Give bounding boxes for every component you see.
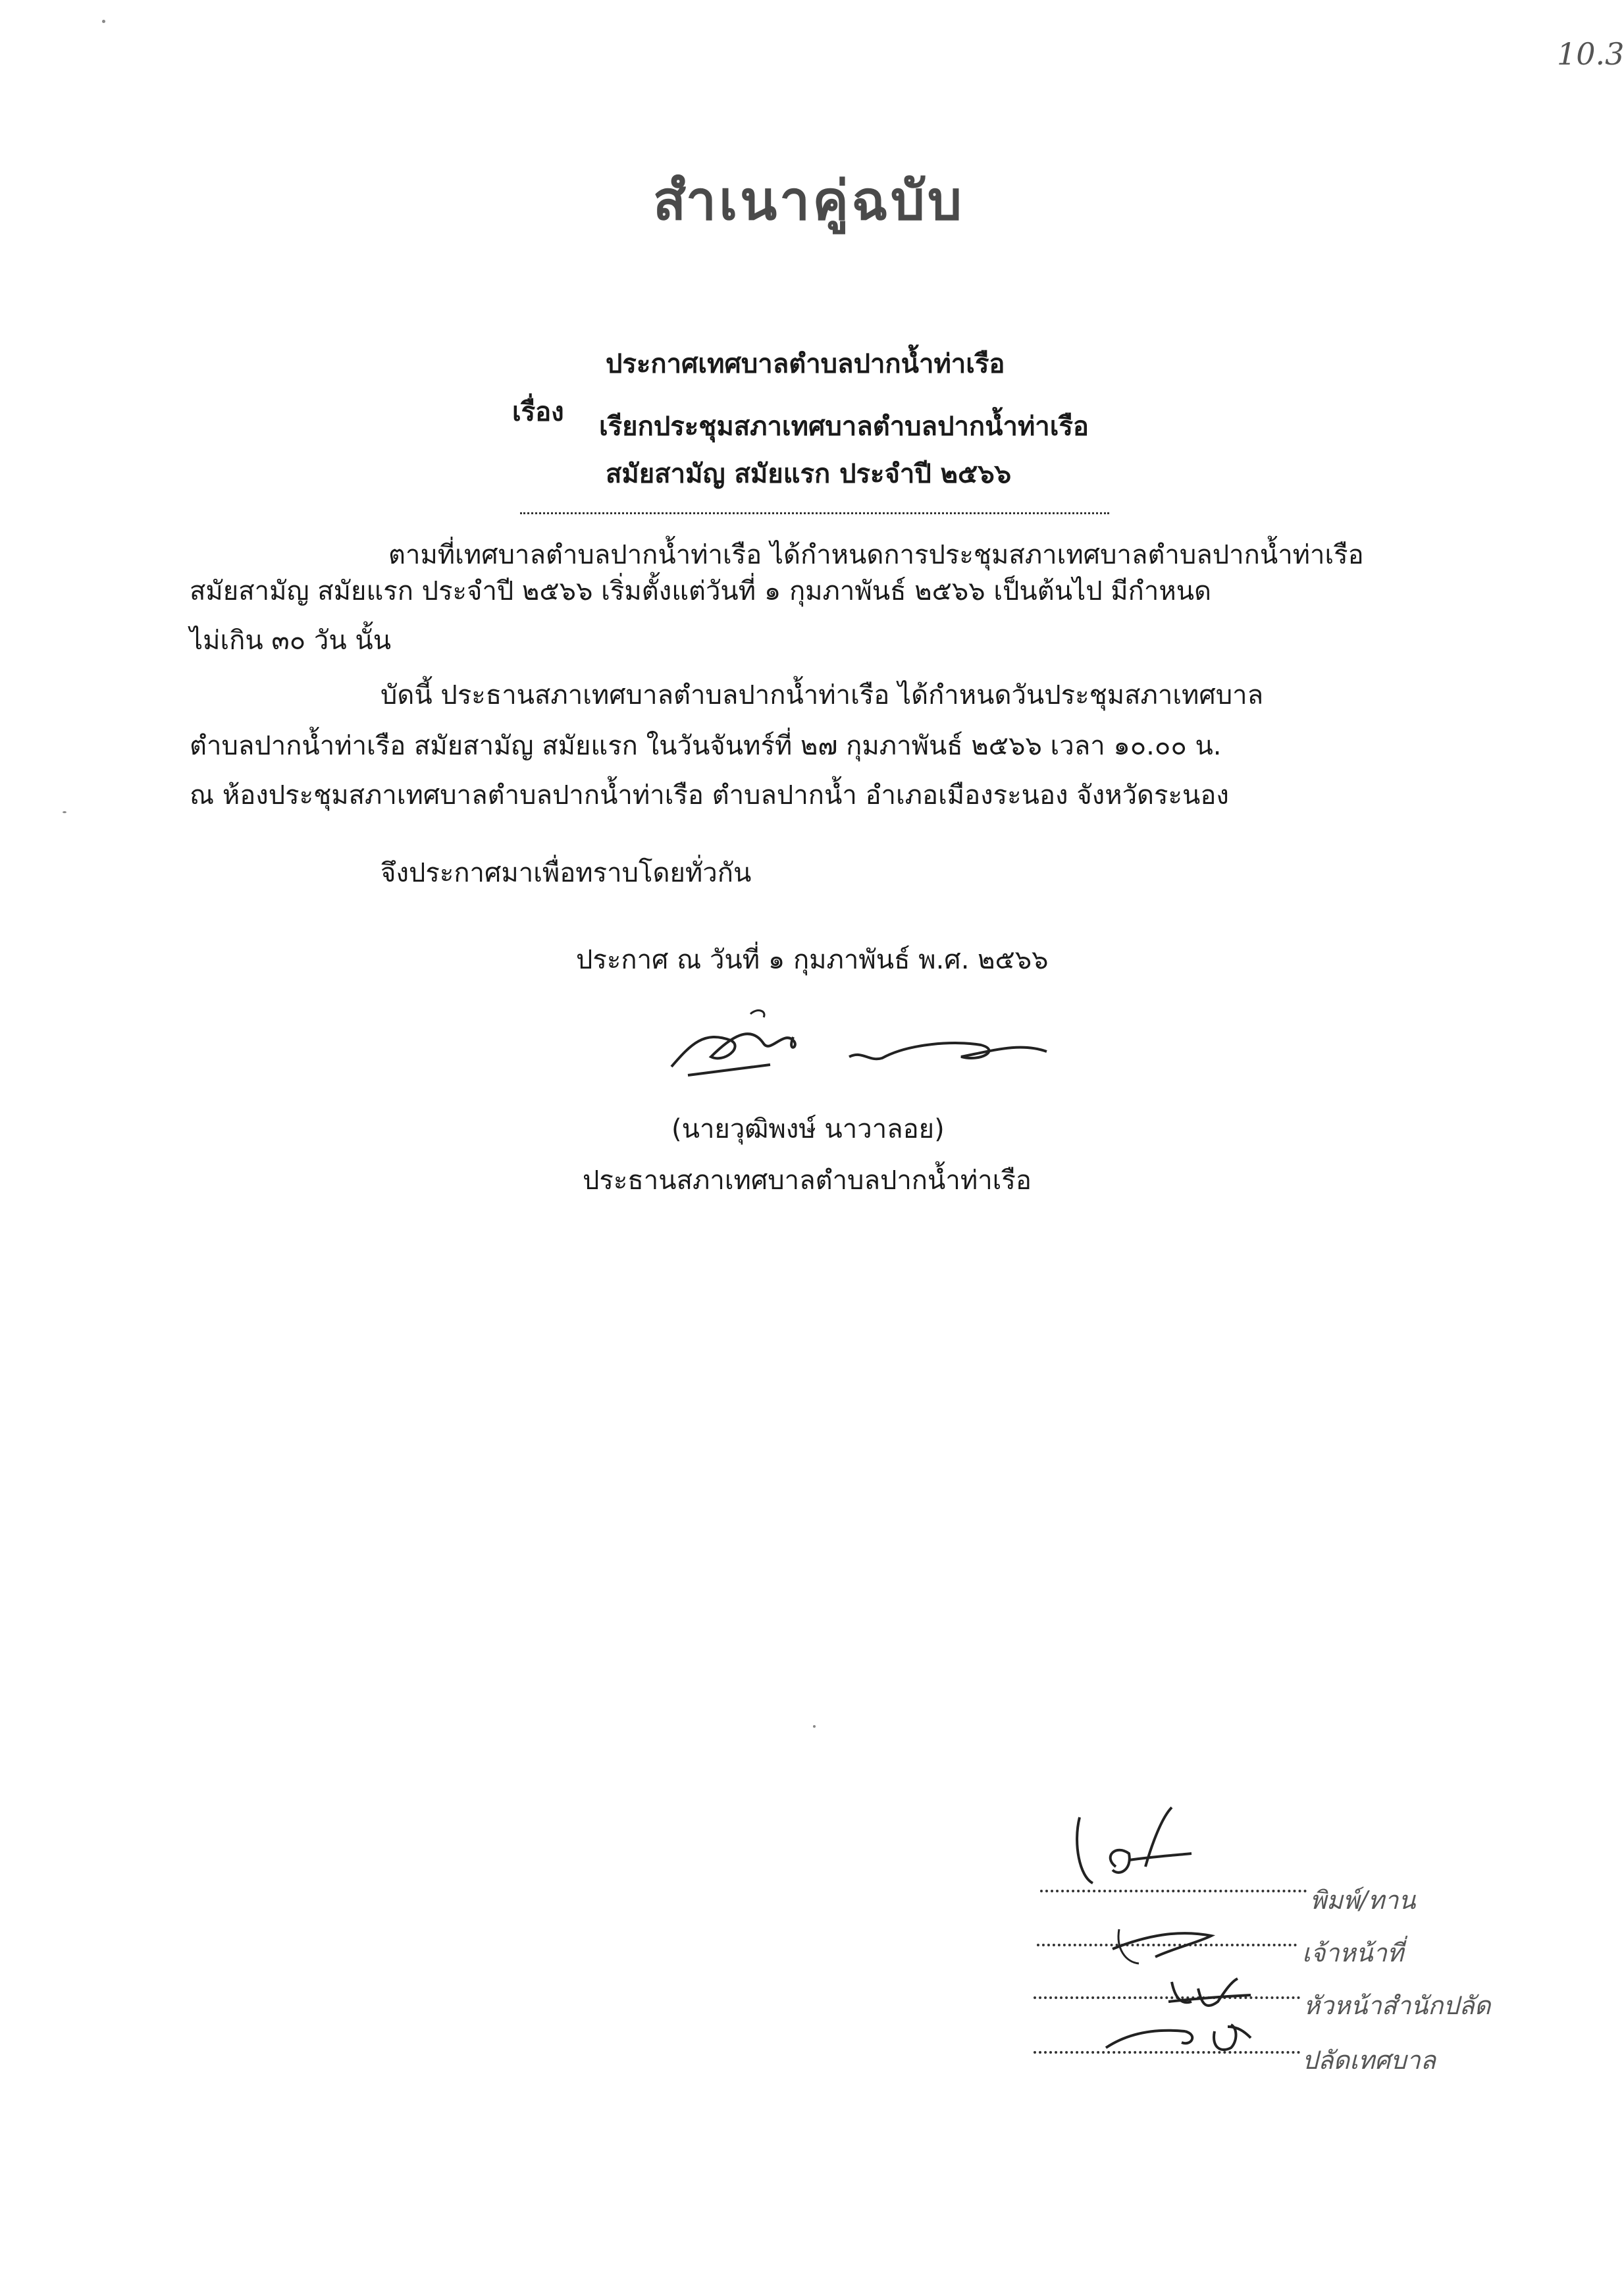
subject-line-1: เรียกประชุมสภาเทศบาลตำบลปากน้ำท่าเรือ [599, 412, 1089, 442]
closing-line: จึงประกาศมาเพื่อทราบโดยทั่วกัน [380, 858, 752, 888]
header-separator [520, 512, 1109, 514]
signer-title: ประธานสภาเทศบาลตำบลปากน้ำท่าเรือ [583, 1165, 1032, 1196]
signer-name: (นายวุฒิพงษ์ นาวาลอย) [671, 1114, 945, 1144]
approval-role-2: เจ้าหน้าที่ [1302, 1938, 1404, 1967]
approval-initials [1040, 1804, 1317, 2067]
announce-date: ประกาศ ณ วันที่ ๑ กุมภาพันธ์ พ.ศ. ๒๕๖๖ [576, 945, 1049, 975]
approval-role-4: ปลัดเทศบาล [1302, 2046, 1436, 2075]
paragraph1-line2: สมัยสามัญ สมัยแรก ประจำปี ๒๕๖๖ เริ่มตั้งแต่วันที่ ๑ กุมภาพันธ์ ๒๕๖๖ เป็นต้นไป มีกำหนด [190, 576, 1212, 606]
page-marker: 10.3 [1557, 36, 1624, 72]
paragraph2-line3: ณ ห้องประชุมสภาเทศบาลตำบลปากน้ำท่าเรือ ตำบลปากน้ำ อำเภอเมืองระนอง จังหวัดระนอง [190, 780, 1229, 811]
scan-speck [813, 1725, 816, 1728]
paragraph1-line1: ตามที่เทศบาลตำบลปากน้ำท่าเรือ ได้กำหนดการประชุมสภาเทศบาลตำบลปากน้ำท่าเรือ [388, 540, 1364, 570]
approval-role-1: พิมพ์/ทาน [1310, 1886, 1416, 1915]
announcement-title: ประกาศเทศบาลตำบลปากน้ำท่าเรือ [606, 349, 1005, 379]
copy-stamp: สำเนาคู่ฉบับ [652, 170, 965, 232]
subject-line-2: สมัยสามัญ สมัยแรก ประจำปี ๒๕๖๖ [606, 459, 1012, 489]
scan-speck [102, 20, 105, 23]
approval-role-3: หัวหน้าสำนักปลัด [1303, 1991, 1491, 2020]
paragraph2-line1: บัดนี้ ประธานสภาเทศบาลตำบลปากน้ำท่าเรือ ได้กำหนดวันประชุมสภาเทศบาล [380, 680, 1264, 710]
scan-speck [63, 811, 66, 813]
subject-label: เรื่อง [512, 397, 564, 427]
signer-signature [652, 1004, 1086, 1090]
paragraph1-line3: ไม่เกิน ๓๐ วัน นั้น [190, 626, 392, 656]
paragraph2-line2: ตำบลปากน้ำท่าเรือ สมัยสามัญ สมัยแรก ในวันจันทร์ที่ ๒๗ กุมภาพันธ์ ๒๕๖๖ เวลา ๑๐.๐๐ น. [190, 731, 1222, 761]
